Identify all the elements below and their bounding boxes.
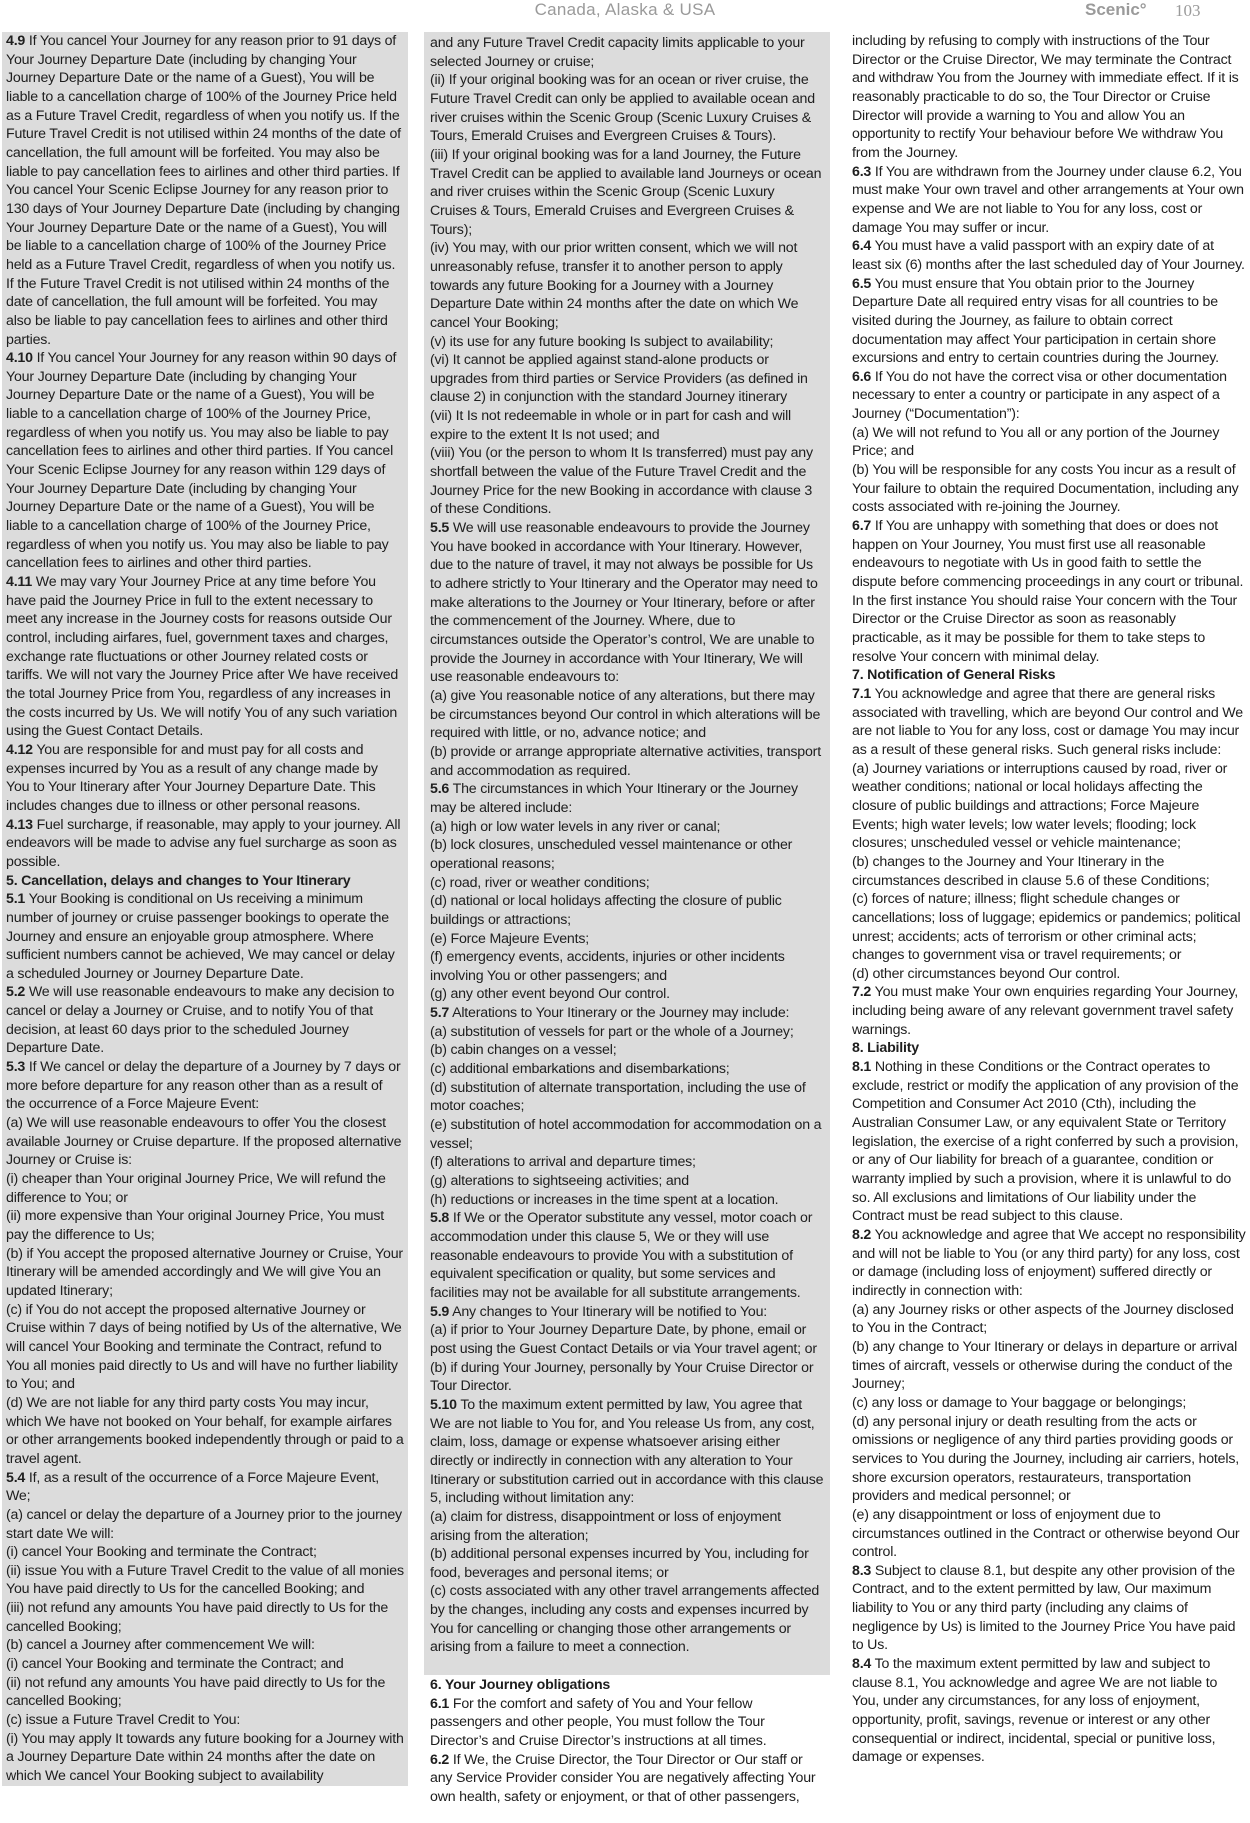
clause-8-1: 8.1 Nothing in these Conditions or the Contract operates to exclude, restrict or modify the application of any provision of the Competition and Consumer Act 2010 (Cth), including the Australian Consumer Law, or any equivalent State or Territory legislation, the exercise of a right conferred by such a provision, or any of Our liability for breach of a guarantee, condition or warranty implied by such a provision, where it is unlawful to do so. All exclusions and limitations of Our liability under the Contract must be read subject to this clause. — [852, 1059, 1239, 1225]
column-2-lower — [424, 1676, 830, 1807]
clause-4-9: 4.9 If You cancel Your Journey for any reason prior to 91 days of Your Journey Departure Date (including by changing Your Journey Departure Date or the name of a Guest), You will be liable to a cancellation charge of 100% of the Journey Price held as a Future Travel Credit, regardless of when you notify us. If the Future Travel Credit is not utilised within 24 months of the date of cancellation, the full amount will be forfeited. You may also be liable to pay cancellation fees to airlines and other third parties. If You cancel Your Scenic Eclipse Journey for any reason prior to 130 days of Your Journey Departure Date (including by changing Your Journey Departure Date or the name of a Guest), You will be liable to a cancellation charge of 100% of the Journey Price held as a Future Travel Credit, regardless of when you notify us. If the Future Travel Credit is not utilised within 24 months of the date of cancellation, the full amount will be forfeited. You may also be liable to pay cancellation fees to airlines and other third parties. — [6, 33, 401, 348]
clause-5-5: 5.5 We will use reasonable endeavours to provide the Journey You have booked in accordance with Your Itinerary. However, due to the nature of travel, it may not always be possible for Us to adhere strictly to Your Itinerary and the Operator may need to make alterations to the Journey or Your Itinerary, before or after the commencement of the Journey. Where, due to circumstances outside the Operator’s control, We are unable to provide the Journey in accordance with Your Itinerary, We will use reasonable endeavours to: (a) give You reasonable notice of any alterations, but there may be circumstances beyond Our control in which alterations will be required with little, or no, advance notice; and (b) provide or arrange appropriate alternative activities, transport and accommodation as required. — [430, 520, 821, 779]
clause-4-13: 4.13 Fuel surcharge, if reasonable, may apply to your journey. All endeavors will be made to advise any fuel surcharge as soon as possible. — [6, 816, 401, 870]
clause-4-10: 4.10 If You cancel Your Journey for any reason within 90 days of Your Journey Departure Date (including by changing Your Journey Departure Date or the name of a Guest), You will be liable to a cancellation charge of 100% of the Journey Price, regardless of when you notify us. You may also be liable to pay cancellation fees to airlines and other third parties. If You cancel Your Scenic Eclipse Journey for any reason within 129 days of Your Journey Departure Date (including by changing Your Journey Departure Date or the name of a Guest), You will be liable to a cancellation charge of 100% of the Journey Price, regardless of when you notify us. You may also be liable to pay cancellation fees to airlines and other third parties. — [6, 350, 397, 572]
section-title: Canada, Alaska & USA — [534, 0, 716, 19]
column-2 — [424, 32, 830, 1675]
section-7-heading: 7. Notification of General Risks — [852, 667, 1056, 684]
section-6-heading: 6. Your Journey obligations — [430, 1677, 611, 1693]
clause-6-3: 6.3 If You are withdrawn from the Journey under clause 6.2, You must make Your own travel and other arrangements at Your own expense and We are not liable to You for any loss, cost or damage You may suffer or incur. — [852, 163, 1244, 236]
section-8-heading: 8. Liability — [852, 1040, 919, 1057]
page-header — [0, 0, 1250, 26]
clause-8-2: 8.2 You acknowledge and agree that We accept no responsibility and will not be liable to You (or any third party) for any loss, cost or damage (including loss of enjoyment) suffered directly or indirectly in connection with: (a) any Journey risks or other aspects of the Journey disclosed to You in the Contract; (b) any change to Your Itinerary or delays in departure or arrival times of aircraft, vessels or otherwise during the conduct of the Journey; (c) any loss or damage to Your baggage or belongings; (d) any personal injury or death resulting from the acts or omissions or negligence of any third parties providing goods or services to You during the Journey, including air carriers, hotels, shore excursion operators, restaurateurs, transportation providers and medical personnel; or (e) any disappointment or loss of enjoyment due to circumstances outlined in the Contract or otherwise beyond Our control. — [852, 1227, 1246, 1561]
clause-6-1: 6.1 For the comfort and safety of You and Your fellow passengers and other people, You must follow the Tour Director’s and Cruise Director’s instructions at all times. — [430, 1695, 767, 1749]
clause-6-5: 6.5 You must ensure that You obtain prior to the Journey Departure Date all required entry visas for all countries to be visited during the Journey, as failure to obtain correct documentation may affect Your participation in certain shore excursions and entry to certain countries during the Journey. — [852, 275, 1219, 367]
clause-5-2: 5.2 We will use reasonable endeavours to make any decision to cancel or delay a Journey or Cruise, and to notify You of that decision, at least 60 days prior to the scheduled Journey Departure Date. — [6, 984, 395, 1057]
clause-6-7: 6.7 If You are unhappy with something that does or does not happen on Your Journey, You must first use all reasonable endeavours to negotiate with Us in good faith to settle the dispute before commencing proceedings in any court or tribunal. In the first instance You should raise Your concern with the Tour Director or the Cruise Director as soon as reasonably practicable, as it may be possible for them to take steps to resolve Your concern with minimal delay. — [852, 518, 1244, 665]
section-5-heading: 5. Cancellation, delays and changes to Your Itinerary — [6, 872, 351, 889]
clause-7-1: 7.1 You acknowledge and agree that there are general risks associated with travelling, which are beyond Our control and We are not liable to You for any loss, cost or damage You may incur as a result of these general risks. Such general risks include: (a) Journey variations or interruptions caused by road, river or weather conditions; national or local holidays affecting the closure of public buildings and attractions; Force Majeure Events; high water levels; low water levels; flooding; lock closures; unscheduled vessel or vehicle maintenance; (b) changes to the Journey and Your Itinerary in the circumstances described in clause 5.6 of these Conditions; (c) forces of nature; illness; flight schedule changes or cancellations; loss of luggage; epidemics or pandemics; political unrest; accidents; acts of terrorism or other criminal acts; changes to government visa or travel requirements; or (d) other circumstances beyond Our control. — [852, 685, 1243, 982]
clause-5-6: 5.6 The circumstances in which Your Itinerary or the Journey may be altered include: (a) high or low water levels in any river or canal; (b) lock closures, unscheduled vessel maintenance or other operational reasons; (c) road, river or weather conditions; (d) national or local holidays affecting the closure of public buildings or attractions; (e) Force Majeure Events; (f) emergency events, accidents, injuries or other incidents involving You or other passengers; and (g) any other event beyond Our control. — [430, 781, 798, 1003]
page-number: 103 — [1175, 1, 1201, 20]
shaded-block-section-4 — [2, 32, 408, 872]
clause-5-4: 5.4 If, as a result of the occurrence of a Force Majeure Event, We; (a) cancel or delay the departure of a Journey prior to the journey start date We will: (i) cancel Your Booking and terminate the Contract; (ii) issue You with a Future Travel Credit to the value of all monies You have paid directly to Us for the cancelled Booking; and (iii) not refund any amounts You have paid directly to Us for the cancelled Booking; (b) cancel a Journey after commencement We will: (i) cancel Your Booking and terminate the Contract; and (ii) not refund any amounts You have paid directly to Us for the cancelled Booking; (c) issue a Future Travel Credit to You: (i) You may apply It towards any future booking for a Journey with a Journey Departure Date within 24 months after the date on which We cancel Your Booking subject to availability — [6, 1469, 404, 1785]
clause-5-10: 5.10 To the maximum extent permitted by law, You agree that We are not liable to You for, and You release Us from, any cost, claim, loss, damage or expense whatsoever arising either directly or indirectly in connection with any alteration to Your Itinerary or substitution carried out in accordance with this clause 5, including without limitation any: (a) claim for distress, disappointment or loss of enjoyment arising from the alteration; (b) additional personal expenses incurred by You, including for food, beverages and personal items; or (c) costs associated with any other travel arrangements affected by the changes, including any costs and expenses incurred by You for cancelling or changing those other arrangements or arising from a failure to meet a connection. — [430, 1396, 824, 1656]
brand-logo: Scenic° — [1085, 0, 1147, 19]
shaded-block-section-5 — [2, 872, 408, 1786]
clause-5-9: 5.9 Any changes to Your Itinerary will be notified to You: (a) if prior to Your Journey Departure Date, by phone, email or post using the Guest Contact Details or via Your travel agent; or (b) if during Your Journey, personally by Your Cruise Director or Tour Director. — [430, 1303, 817, 1395]
clause-6-6: 6.6 If You do not have the correct visa or other documentation necessary to enter a country or participate in any aspect of a Journey (“Documentation”): (a) We will not refund to You all or any portion of the Journey Price; and (b) You will be responsible for any costs You incur as a result of Your failure to obtain the required Documentation, including any costs associated with re-joining the Journey. — [852, 368, 1239, 516]
column-1 — [2, 32, 408, 1786]
clause-4-12: 4.12 You are responsible for and must pay for all costs and expenses incurred by You as a result of any change made by You to Your Itinerary after Your Journey Departure Date. This includes changes due to illness or other personal reasons. — [6, 741, 378, 814]
clause-5-7: 5.7 Alterations to Your Itinerary or the Journey may include: (a) substitution of vessels for part or the whole of a Journey; (b) cabin changes on a vessel; (c) additional embarkations and disembarkations; (d) substitution of alternate transportation, including the use of motor coaches; (e) substitution of hotel accommodation for accommodation on a vessel; (f) alterations to arrival and departure times; (g) alterations to sightseeing activities; and (h) reductions or increases in the time spent at a location. — [430, 1005, 822, 1208]
clause-7-2: 7.2 You must make Your own enquiries regarding Your Journey, including being aware of any relevant government travel safety warnings. — [852, 984, 1239, 1038]
column-3 — [852, 32, 1246, 1767]
clause-8-3: 8.3 Subject to clause 8.1, but despite any other provision of the Contract, and to the extent permitted by law, Our maximum liability to You or any third party (including any claims of negligence by Us) is limited to the Journey Price You have paid to Us. — [852, 1562, 1236, 1654]
clause-6-4: 6.4 You must have a valid passport with an expiry date of at least six (6) months after the last scheduled day of Your Journey. — [852, 238, 1245, 273]
clause-4-11: 4.11 We may vary Your Journey Price at any time before You have paid the Journey Price in full to the extent necessary to meet any increase in the Journey costs for reasons outside Our control, including airfares, fuel, government taxes and charges, exchange rate fluctuations or other Journey related costs or tariffs. We will not vary the Journey Price after We have received the total Journey Price from You, regardless of any increases in the costs incurred by Us. We will notify You of any such variation using the Guest Contact Details. — [6, 574, 399, 740]
clause-5-8: 5.8 If We or the Operator substitute any vessel, motor coach or accommodation under this clause 5, We or they will use reasonable endeavours to provide You with a substitution of equivalent specification or quality, but some services and facilities may not be available for all substitute arrangements. — [430, 1210, 813, 1301]
clause-8-4: 8.4 To the maximum extent permitted by law and subject to clause 8.1, You acknowledge and agree We are not liable to You, under any circumstances, for any loss of enjoyment, opportunity, profit, savings, revenue or interest or any other consequential or indirect, incidental, special or punitive loss, damage or expenses. — [852, 1656, 1218, 1766]
clause-6-2-continued: including by refusing to comply with instructions of the Tour Director or the Cruise Director, We may terminate the Contract and withdraw You from the Journey with immediate effect. If it is reasonably practicable to do so, the Tour Director or Cruise Director will provide a warning to You and allow You an opportunity to rectify Your behaviour before We withdraw You from the Journey. — [852, 33, 1239, 161]
clause-5-1: 5.1 Your Booking is conditional on Us receiving a minimum number of journey or cruise passenger bookings to operate the Journey and ensure an enjoyable group atmosphere. Where sufficient numbers cannot be achieved, We may cancel or delay a scheduled Journey or Journey Departure Date. — [6, 891, 395, 982]
clause-5-3: 5.3 If We cancel or delay the departure of a Journey by 7 days or more before departure for any reason other than as a result of the occurrence of a Force Majeure Event: (a) We will use reasonable endeavours to offer You the closest available Journey or Cruise departure. If the proposed alternative Journey or Cruise is: (i) cheaper than Your original Journey Price, We will refund the difference to You; or (ii) more expensive than Your original Journey Price, You must pay the difference to Us; (b) if You accept the proposed alternative Journey or Cruise, Your Itinerary will be amended accordingly and We will give You an updated Itinerary; (c) if You do not accept the proposed alternative Journey or Cruise within 7 days of being notified by Us of the alternative, We will cancel Your Booking and terminate the Contract, refund to You all monies paid directly to Us and will have no further liability to You; and (d) We are not liable for any third party costs You may incur, which We have not booked on Your behalf, for example airfares or other arrangements booked independently through or paid to a travel agent. — [6, 1059, 404, 1467]
clause-6-2: 6.2 If We, the Cruise Director, the Tour Director or Our staff or any Service Provider consider You are negatively affecting Your own health, safety or enjoyment, or that of other passengers, — [430, 1751, 816, 1805]
clause-5-4-continued: and any Future Travel Credit capacity limits applicable to your selected Journey or cruise; (ii) If your original booking was for an ocean or river cruise, the Future Travel Credit can only be applied to available ocean and river cruises within the Scenic Group (Scenic Luxury Cruises & Tours, Emerald Cruises and Evergreen Cruises & Tours). (iii) If your original booking was for a land Journey, the Future Travel Credit can be applied to available land Journeys or ocean and river cruises within the Scenic Group (Scenic Luxury Cruises & Tours, Emerald Cruises and Evergreen Cruises & Tours); (iv) You may, with our prior written consent, which we will not unreasonably refuse, transfer it to another person to apply towards any future Booking for a Journey with a Journey Departure Date within 24 months after the date on which We cancel Your Booking; (v) its use for any future booking Is subject to availability; (vi) It cannot be applied against stand-alone products or upgrades from third parties or Service Providers (as defined in clause 2) in conjunction with the standard Journey itinerary (vii) It Is not redeemable in whole or in part for cash and will expire to the extent It Is not used; and (viii) You (or the person to whom It Is transferred) must pay any shortfall between the value of the Future Travel Credit and the Journey Price for the new Booking in accordance with clause 3 of these Conditions. — [430, 35, 822, 518]
